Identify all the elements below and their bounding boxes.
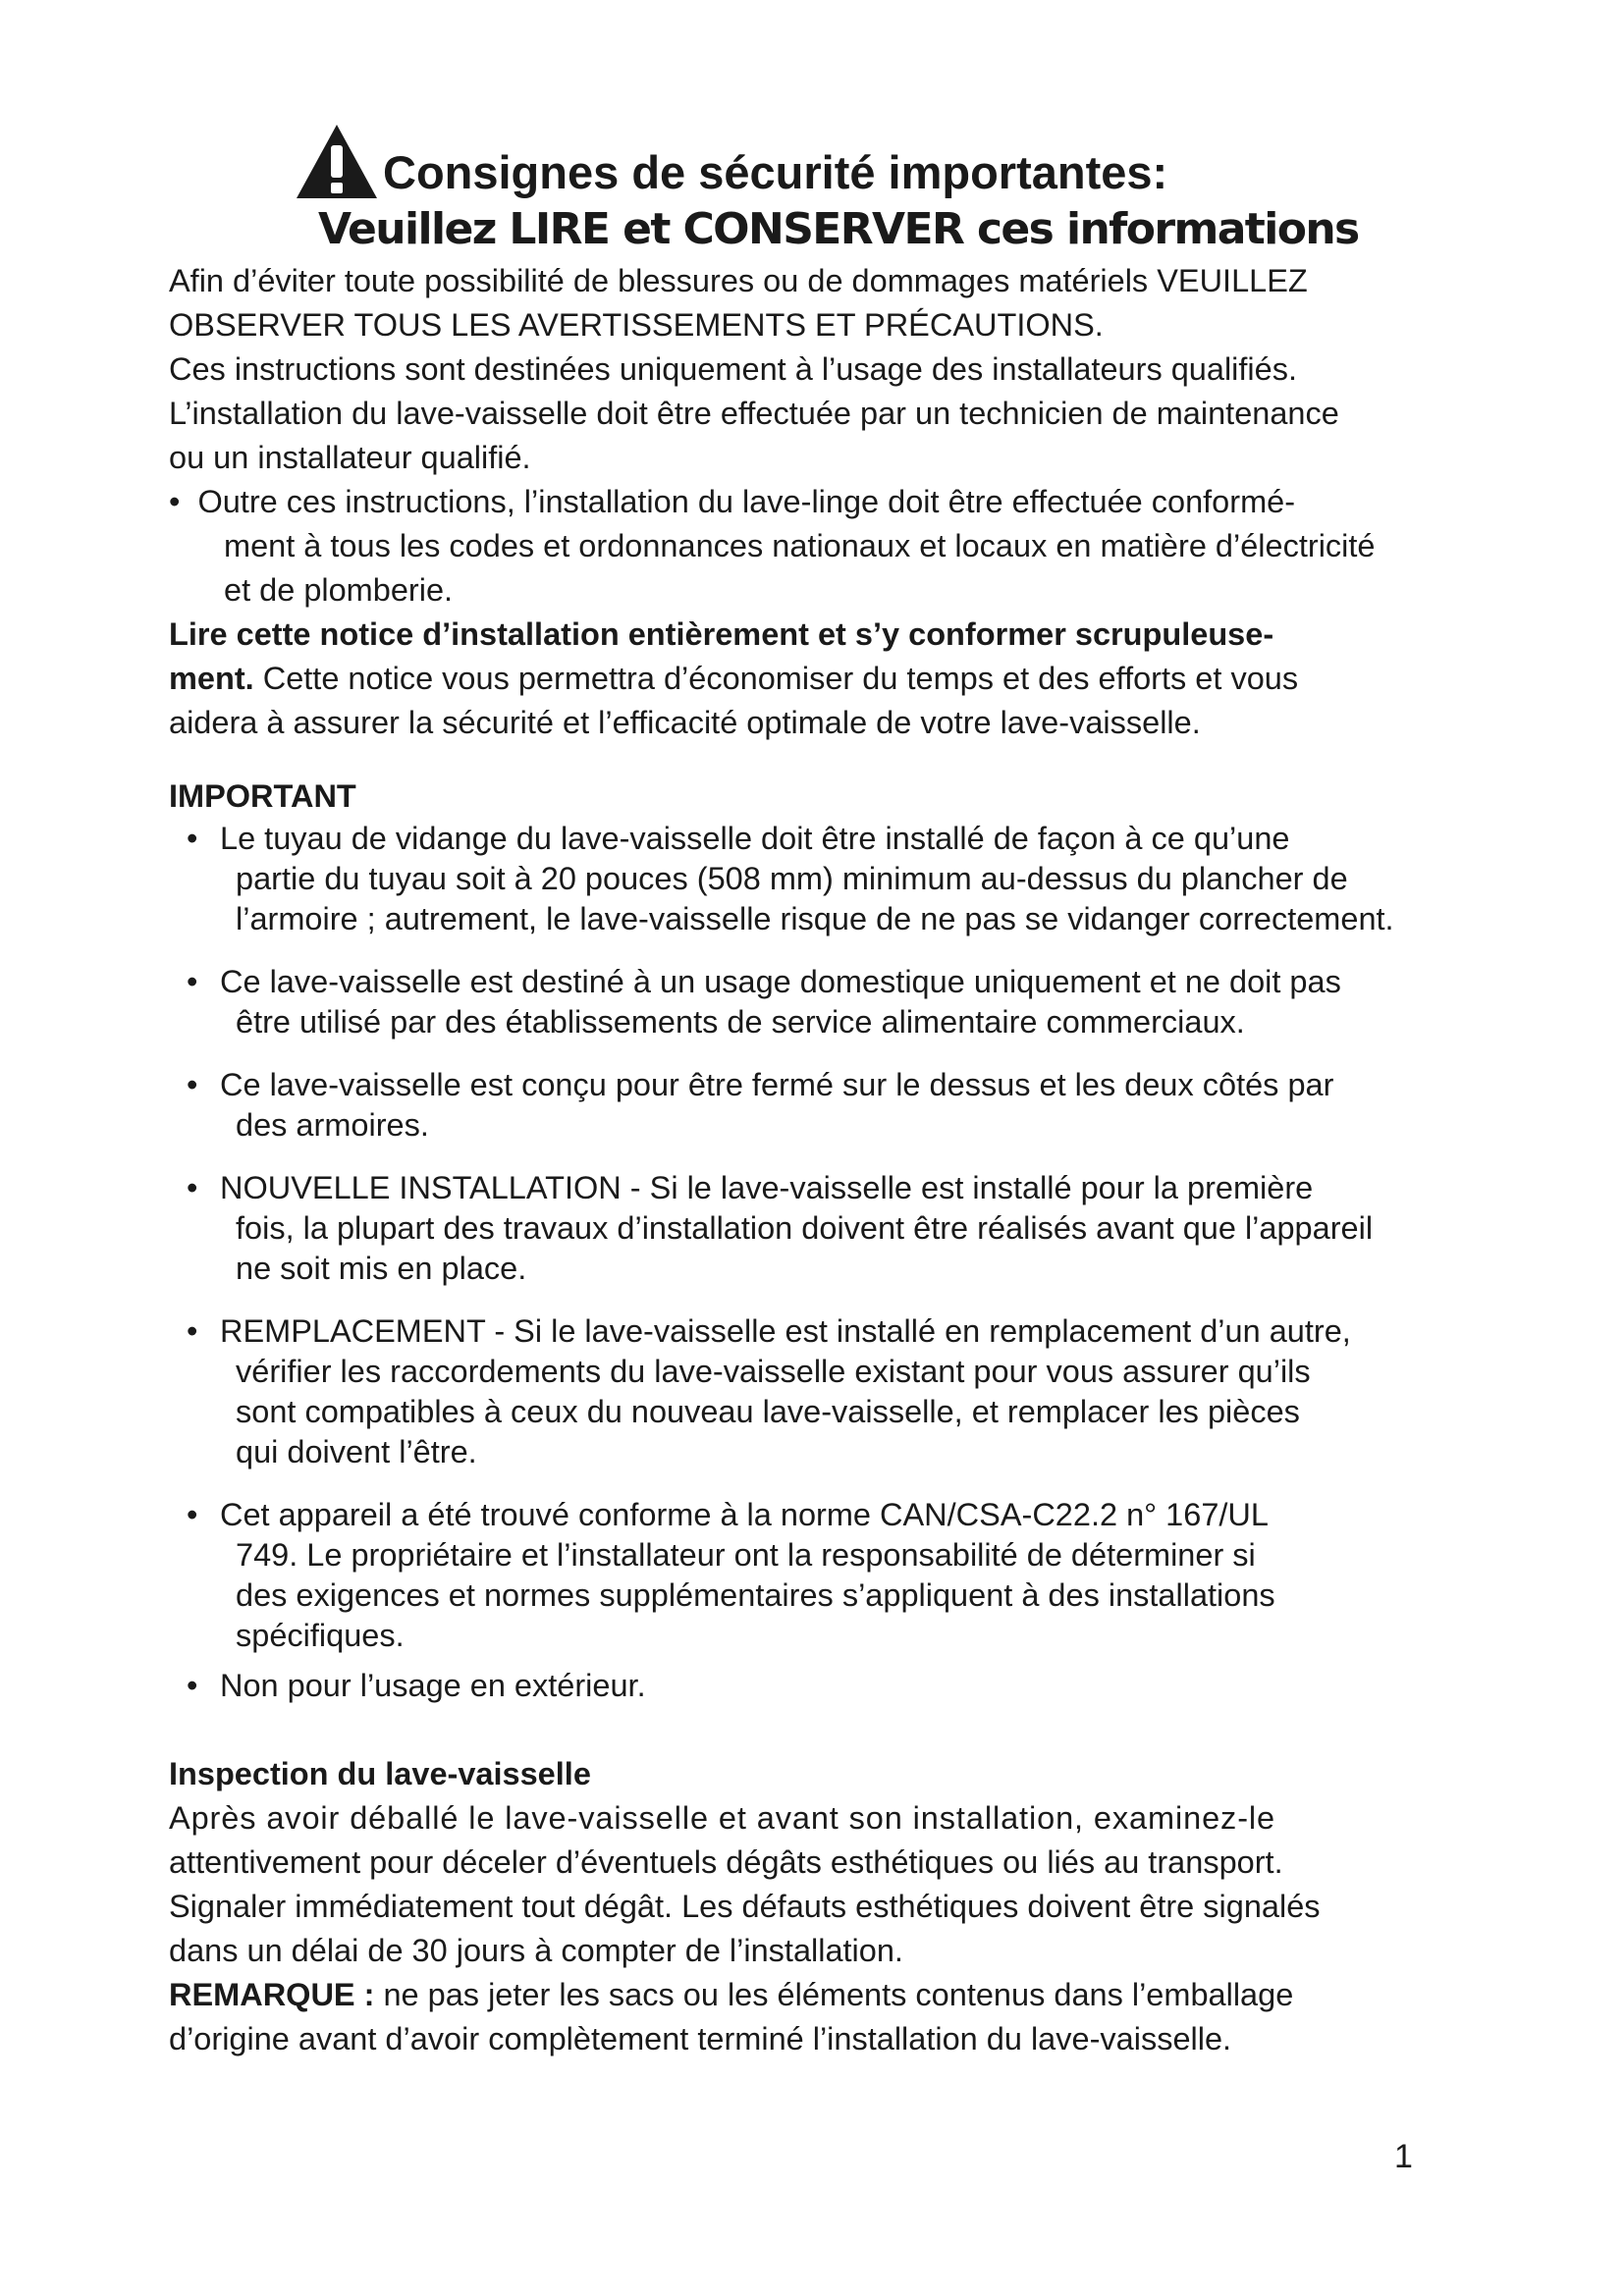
list-item-line: des armoires. <box>236 1107 429 1143</box>
remark-line <box>169 1973 1524 2017</box>
list-item <box>187 819 1524 939</box>
important-section <box>169 774 1524 1706</box>
intro-line-rest: Cette notice vous permettra d’économiser du temps et des efforts et vous <box>253 661 1299 696</box>
warning-triangle-icon <box>295 122 379 200</box>
intro-line: aidera à assurer la sécurité et l’efficacité optimale de votre lave-vaisselle. <box>169 705 1201 740</box>
list-item-line: fois, la plupart des travaux d’installation doivent être réalisés avant que l’appareil <box>236 1210 1374 1246</box>
inspection-line: Signaler immédiatement tout dégât. Les défauts esthétiques doivent être signalés <box>169 1889 1321 1924</box>
intro-section <box>169 259 1524 745</box>
inspection-line: d’origine avant d’avoir complètement terminé l’installation du lave-vaisselle. <box>169 2021 1232 2056</box>
main-content <box>169 259 1524 2061</box>
list-item-line: Non pour l’usage en extérieur. <box>220 1668 646 1703</box>
list-item-line: Ce lave-vaisselle est destiné à un usage domestique uniquement et ne doit pas <box>220 964 1341 999</box>
bullet-dot: • <box>187 1497 198 1532</box>
title-row <box>295 116 1375 200</box>
list-item-line: Cet appareil a été trouvé conforme à la norme CAN/CSA-C22.2 n° 167/UL <box>220 1497 1269 1532</box>
inspection-section <box>169 1752 1524 2061</box>
list-item-line: Ce lave-vaisselle est conçu pour être fermé sur le dessus et les deux côtés par <box>220 1067 1334 1102</box>
list-item-line: NOUVELLE INSTALLATION - Si le lave-vaisselle est installé pour la première <box>220 1170 1314 1205</box>
intro-line: ou un installateur qualifié. <box>169 440 531 475</box>
intro-line: OBSERVER TOUS LES AVERTISSEMENTS ET PRÉCAUTIONS. <box>169 307 1104 343</box>
list-item <box>187 1495 1524 1656</box>
list-item-line: l’armoire ; autrement, le lave-vaisselle risque de ne pas se vidanger correctement. <box>236 901 1394 936</box>
list-item-line: des exigences et normes supplémentaires s’appliquent à des installations <box>236 1577 1275 1613</box>
list-item <box>187 962 1524 1042</box>
page-subtitle: Veuillez LIRE et CONSERVER ces informations <box>318 204 1359 254</box>
list-item-line: partie du tuyau soit à 20 pouces (508 mm) minimum au-dessus du plancher de <box>236 861 1348 896</box>
page-number: 1 <box>1394 2138 1413 2175</box>
remark-label: REMARQUE : <box>169 1977 375 2012</box>
intro-bullet <box>169 480 1524 613</box>
list-item-line: ne soit mis en place. <box>236 1251 527 1286</box>
intro-bullet-line: ment à tous les codes et ordonnances nationaux et locaux en matière d’électricité <box>224 528 1376 563</box>
list-item-line: être utilisé par des établissements de service alimentaire commerciaux. <box>236 1004 1245 1040</box>
intro-bullet-line: Outre ces instructions, l’installation du lave-linge doit être effectuée conformé- <box>197 484 1296 519</box>
intro-line <box>169 657 1524 701</box>
bullet-dot: • <box>169 484 198 519</box>
title-block <box>295 116 1375 259</box>
page-title: Consignes de sécurité importantes: <box>383 146 1168 198</box>
intro-bold-word: ment. <box>169 661 254 696</box>
inspection-heading: Inspection du lave-vaisselle <box>169 1756 591 1791</box>
list-item-line: REMPLACEMENT - Si le lave-vaisselle est installé en remplacement d’un autre, <box>220 1313 1351 1349</box>
list-item-line: 749. Le propriétaire et l’installateur ont la responsabilité de déterminer si <box>236 1537 1256 1573</box>
intro-line: L’installation du lave-vaisselle doit être effectuée par un technicien de maintenance <box>169 396 1339 431</box>
list-item-line: qui doivent l’être. <box>236 1434 477 1469</box>
list-item-line: sont compatibles à ceux du nouveau lave-vaisselle, et remplacer les pièces <box>236 1394 1300 1429</box>
list-item <box>187 1666 1524 1706</box>
list-item-line: spécifiques. <box>236 1618 405 1653</box>
bullet-dot: • <box>187 1170 198 1205</box>
inspection-line: attentivement pour déceler d’éventuels dégâts esthétiques ou liés au transport. <box>169 1844 1283 1880</box>
bullet-dot: • <box>187 1067 198 1102</box>
intro-line: Afin d’éviter toute possibilité de blessures ou de dommages matériels VEUILLEZ <box>169 263 1308 298</box>
important-heading: IMPORTANT <box>169 778 356 814</box>
bullet-dot: • <box>187 1668 198 1703</box>
intro-line: Ces instructions sont destinées uniquement à l’usage des installateurs qualifiés. <box>169 351 1297 387</box>
list-item <box>187 1311 1524 1472</box>
inspection-line: dans un délai de 30 jours à compter de l’installation. <box>169 1933 903 1968</box>
important-list <box>187 819 1524 1706</box>
remark-text: ne pas jeter les sacs ou les éléments contenus dans l’emballage <box>374 1977 1294 2012</box>
intro-bold-line: Lire cette notice d’installation entièrement et s’y conformer scrupuleuse- <box>169 616 1274 652</box>
bullet-dot: • <box>187 964 198 999</box>
list-item <box>187 1168 1524 1289</box>
intro-bullet-line: et de plomberie. <box>224 572 454 608</box>
bullet-dot: • <box>187 821 198 856</box>
list-item-line: vérifier les raccordements du lave-vaisselle existant pour vous assurer qu’ils <box>236 1354 1311 1389</box>
list-item-line: Le tuyau de vidange du lave-vaisselle doit être installé de façon à ce qu’une <box>220 821 1290 856</box>
bullet-dot: • <box>187 1313 198 1349</box>
list-item <box>187 1065 1524 1146</box>
inspection-line: Après avoir déballé le lave-vaisselle et avant son installation, examinez-le <box>169 1800 1276 1836</box>
